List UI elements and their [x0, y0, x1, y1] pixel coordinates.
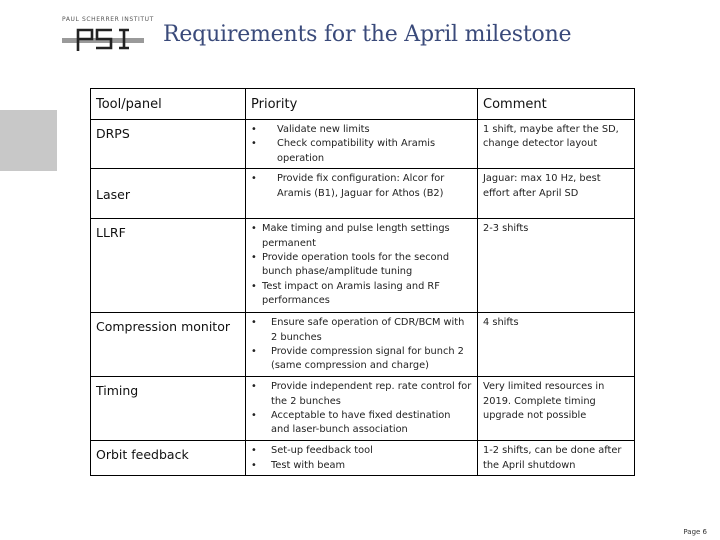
- row-priority: [246, 219, 478, 313]
- row-priority: [246, 441, 478, 476]
- header-tool-panel: Tool/panel: [91, 89, 246, 120]
- slide-title: Requirements for the April milestone: [163, 22, 572, 47]
- priority-item: • Acceptable to have fixed destination and laser-bunch association: [251, 409, 472, 438]
- priority-item: • Ensure safe operation of CDR/BCM with 2 bunches: [251, 316, 472, 345]
- row-comment: 1-2 shifts, can be done after the April shutdown: [478, 441, 635, 476]
- row-tool: Compression monitor: [91, 313, 246, 377]
- row-tool: Laser: [91, 169, 246, 219]
- row-tool: DRPS: [91, 120, 246, 169]
- row-tool: Orbit feedback: [91, 441, 246, 476]
- table-row: [91, 219, 635, 313]
- row-comment: Very limited resources in 2019. Complete timing upgrade not possible: [478, 377, 635, 441]
- row-comment: 1 shift, maybe after the SD, change detector layout: [478, 120, 635, 169]
- priority-item: • Make timing and pulse length settings permanent: [251, 222, 472, 251]
- row-comment: 2-3 shifts: [478, 219, 635, 313]
- table-row: [91, 377, 635, 441]
- decorative-side-block: [0, 110, 57, 171]
- table-row: [91, 441, 635, 476]
- priority-item: • Provide operation tools for the second bunch phase/amplitude tuning: [251, 251, 472, 280]
- table-row: [91, 120, 635, 169]
- row-priority: [246, 313, 478, 377]
- logo-institute-text: PAUL SCHERRER INSTITUT: [62, 16, 154, 23]
- row-tool: Timing: [91, 377, 246, 441]
- row-comment: 4 shifts: [478, 313, 635, 377]
- priority-item: • Test with beam: [251, 459, 472, 473]
- header-comment: Comment: [478, 89, 635, 120]
- table-header-row: [91, 89, 635, 120]
- page-number: Page 6: [683, 528, 707, 536]
- psi-logo: [62, 16, 152, 54]
- table-row: [91, 169, 635, 219]
- priority-item: • Validate new limits: [251, 123, 472, 137]
- row-comment: Jaguar: max 10 Hz, best effort after April SD: [478, 169, 635, 219]
- row-tool: LLRF: [91, 219, 246, 313]
- header-priority: Priority: [246, 89, 478, 120]
- requirements-table: [90, 88, 635, 476]
- table-row: [91, 313, 635, 377]
- row-priority: [246, 169, 478, 219]
- psi-logo-mark: [62, 26, 144, 52]
- row-priority: [246, 377, 478, 441]
- priority-item: • Provide compression signal for bunch 2 (same compression and charge): [251, 345, 472, 374]
- priority-item: • Provide fix configuration: Alcor for Aramis (B1), Jaguar for Athos (B2): [251, 172, 472, 201]
- priority-item: • Set-up feedback tool: [251, 444, 472, 458]
- row-priority: [246, 120, 478, 169]
- priority-item: • Provide independent rep. rate control for the 2 bunches: [251, 380, 472, 409]
- priority-item: • Check compatibility with Aramis operation: [251, 137, 472, 166]
- priority-item: • Test impact on Aramis lasing and RF performances: [251, 280, 472, 309]
